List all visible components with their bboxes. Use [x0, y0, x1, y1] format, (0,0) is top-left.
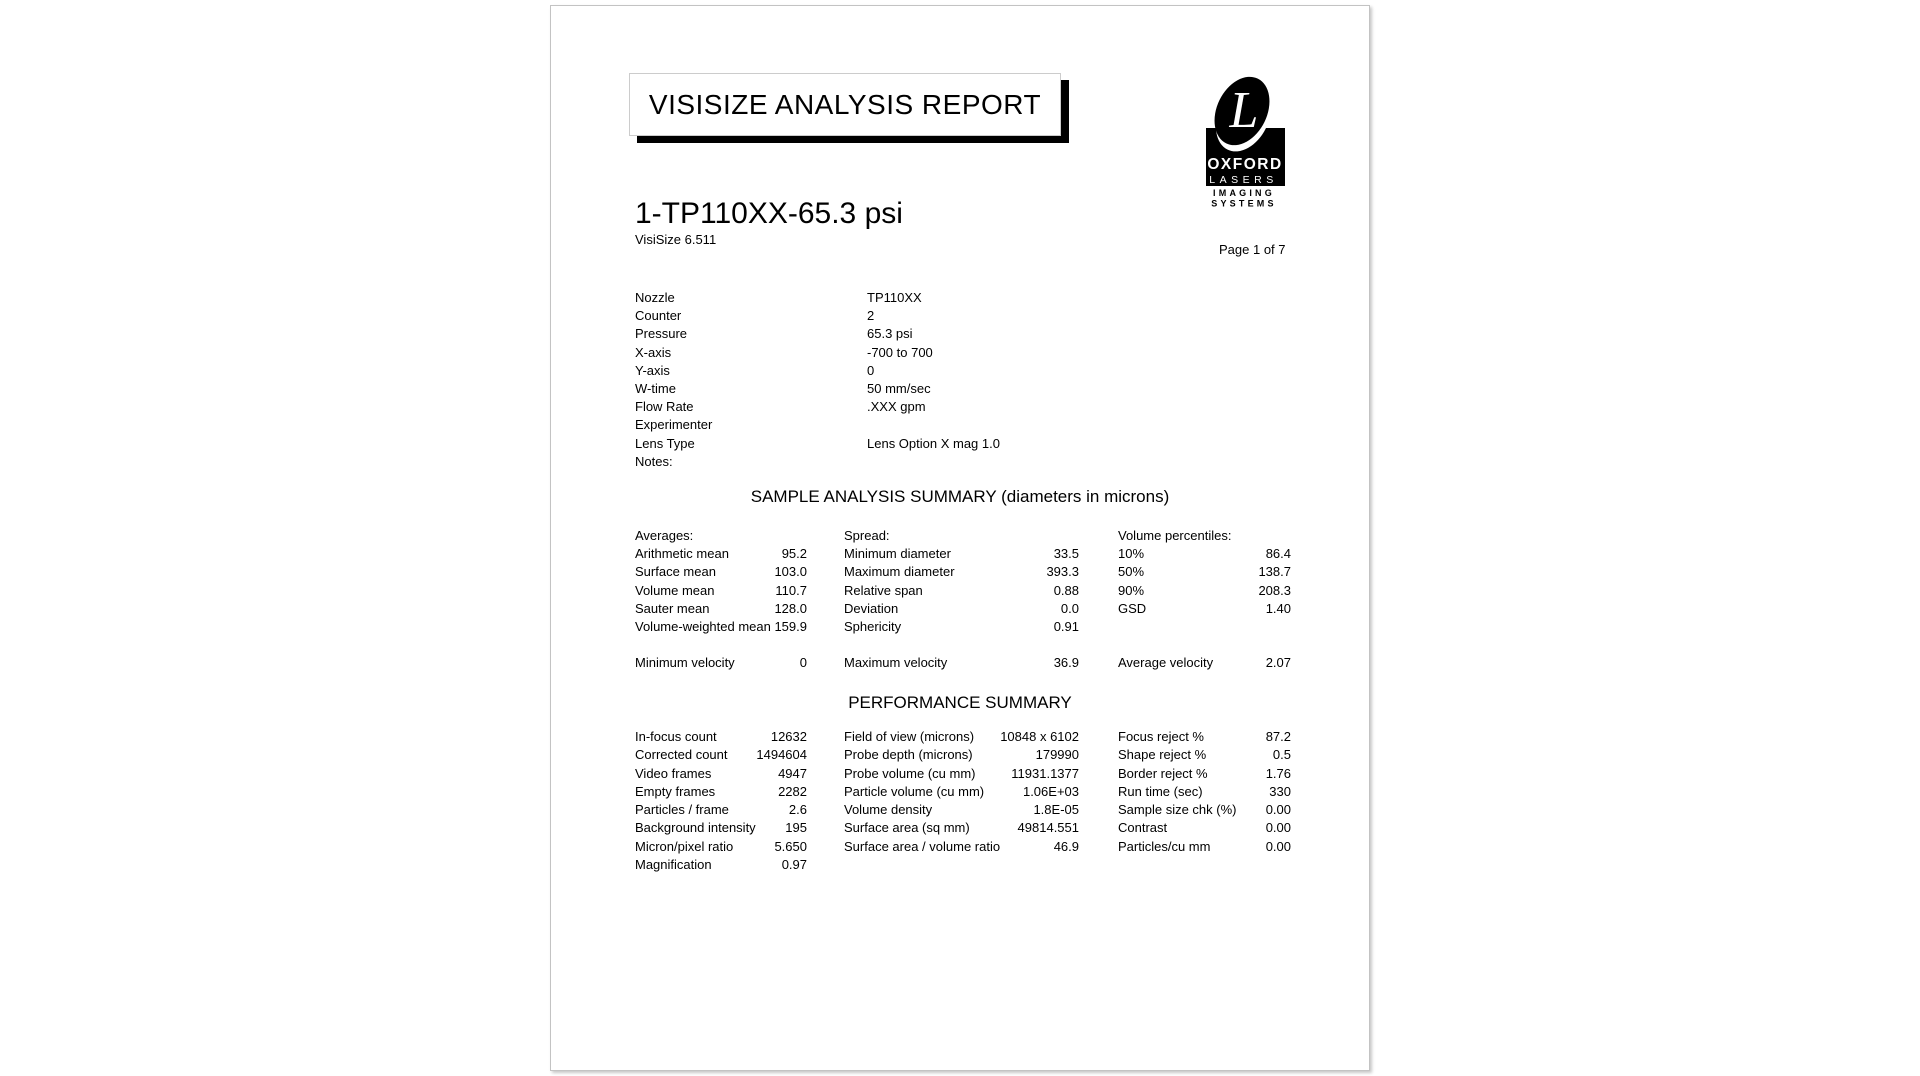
parameter-value: 2: [867, 308, 875, 324]
parameter-value: 0: [867, 362, 875, 378]
stat-row: [635, 545, 807, 563]
stat-label: Shape reject %: [1118, 747, 1207, 763]
stat-row: [844, 783, 1079, 801]
stat-label: Particles/cu mm: [1118, 838, 1211, 854]
stat-value: 10848 x 6102: [1000, 729, 1079, 744]
parameter-value: 65.3 psi: [867, 326, 913, 342]
stat-label: Minimum velocity: [635, 655, 735, 671]
parameter-label: X-axis: [635, 344, 672, 360]
averages-column: [635, 527, 807, 672]
stat-value: 393.3: [1046, 564, 1079, 580]
parameter-label: Nozzle: [635, 290, 675, 305]
stat-label: Volume-weighted mean: [635, 618, 771, 634]
stat-value: 1494604: [756, 747, 807, 763]
parameter-row: [635, 325, 1055, 343]
stat-label: Sphericity: [844, 618, 902, 634]
parameter-row: [635, 380, 1055, 398]
logo-brand-line4: SYSTEMS: [1211, 198, 1277, 209]
stat-label: Contrast: [1118, 820, 1168, 836]
parameter-label: Y-axis: [635, 362, 670, 378]
sample-summary-heading: SAMPLE ANALYSIS SUMMARY (diameters in microns): [750, 487, 1170, 506]
stat-row: [635, 582, 807, 600]
stat-row: [1118, 746, 1291, 764]
stat-row: [635, 856, 807, 874]
stat-label: Surface area / volume ratio: [844, 838, 1001, 854]
stat-row: [1118, 600, 1291, 618]
stat-label: Border reject %: [1118, 765, 1208, 781]
stat-value: 95.2: [781, 546, 807, 562]
performance-counts-column: [635, 728, 807, 874]
stat-label: Surface area (sq mm): [844, 820, 970, 836]
stat-value: 208.3: [1258, 582, 1291, 598]
stat-value: 0.0: [1060, 600, 1079, 616]
stat-label: 90%: [1118, 582, 1145, 598]
spacer: [635, 636, 807, 654]
parameter-value: TP110XX: [867, 290, 922, 305]
performance-volumes-column: [844, 728, 1079, 856]
stat-label: Magnification: [635, 857, 712, 873]
parameter-value: 50 mm/sec: [867, 380, 931, 396]
stat-value: 103.0: [774, 564, 807, 580]
stat-label: Volume density: [844, 802, 933, 818]
parameter-value: Lens Option X mag 1.0: [867, 435, 1000, 451]
stat-row: [844, 654, 1079, 672]
stat-row: [844, 838, 1079, 856]
logo-brand-line3: IMAGING: [1213, 188, 1275, 198]
logo-brand-line1: OXFORD: [1207, 156, 1283, 173]
column-header-row: [635, 527, 807, 545]
stat-row: [844, 746, 1079, 764]
performance-rejects-column: [1118, 728, 1291, 856]
parameter-row: [635, 398, 1055, 416]
stat-value: 1.40: [1265, 600, 1291, 616]
parameter-row: [635, 416, 1055, 434]
performance-summary-heading: PERFORMANCE SUMMARY: [848, 693, 1072, 712]
volume-percentiles-column: [1118, 527, 1291, 672]
stat-label: Corrected count: [635, 747, 728, 763]
stat-value: 128.0: [774, 600, 807, 616]
stat-value: 0: [799, 655, 807, 671]
stat-label: Maximum velocity: [844, 655, 948, 671]
stat-label: GSD: [1118, 600, 1147, 616]
stat-row: [1118, 783, 1291, 801]
stat-label: Empty frames: [635, 783, 716, 799]
column-header-row: [844, 527, 1079, 545]
stat-row: [844, 801, 1079, 819]
stat-value: 5.650: [774, 838, 807, 854]
stat-label: Micron/pixel ratio: [635, 838, 734, 854]
report-title: VISISIZE ANALYSIS REPORT: [648, 89, 1042, 120]
stat-row: [635, 563, 807, 581]
stat-row: [844, 545, 1079, 563]
report-page: [550, 5, 1370, 1071]
stat-row: [844, 728, 1079, 746]
stat-value: 87.2: [1265, 729, 1291, 744]
parameter-label: Pressure: [635, 326, 688, 342]
spread-column: [844, 527, 1079, 672]
stat-value: 33.5: [1053, 546, 1079, 562]
stat-value: 46.9: [1053, 838, 1079, 854]
stat-row: [1118, 545, 1291, 563]
stat-label: Probe volume (cu mm): [844, 765, 976, 781]
stat-value: 179990: [1035, 747, 1079, 763]
stat-label: Background intensity: [635, 820, 756, 836]
stat-value: 11931.1377: [1011, 765, 1079, 781]
stat-value: 0.91: [1053, 618, 1079, 634]
stat-row: [635, 618, 807, 636]
stat-value: 195: [785, 820, 807, 836]
spacer: [1118, 618, 1291, 654]
stat-label: Maximum diameter: [844, 564, 955, 580]
sample-title: 1-TP110XX-65.3 psi: [635, 197, 903, 230]
parameter-value: -700 to 700: [867, 344, 933, 360]
parameter-label: W-time: [635, 380, 676, 396]
stat-row: [1118, 801, 1291, 819]
stat-label: Field of view (microns): [844, 729, 975, 744]
parameter-label: Counter: [635, 308, 682, 324]
stat-value: 0.5: [1272, 747, 1291, 763]
parameter-label: Notes:: [635, 453, 673, 469]
stat-label: Relative span: [844, 582, 923, 598]
parameter-list: [635, 289, 1055, 471]
logo-monogram: L: [1229, 82, 1259, 139]
parameter-row: [635, 344, 1055, 362]
stat-value: 86.4: [1265, 546, 1291, 562]
column-header: Spread:: [844, 528, 890, 543]
stat-label: Arithmetic mean: [635, 546, 729, 562]
parameter-row: [635, 289, 1055, 307]
stat-value: 0.97: [781, 857, 807, 873]
parameter-row: [635, 362, 1055, 380]
stat-label: 50%: [1118, 564, 1145, 580]
stat-label: Sample size chk (%): [1118, 802, 1237, 818]
spacer: [844, 636, 1079, 654]
stat-value: 1.8E-05: [1033, 802, 1079, 818]
software-version: VisiSize 6.511: [635, 232, 717, 247]
stat-row: [635, 746, 807, 764]
stat-row: [844, 819, 1079, 837]
page-indicator: Page 1 of 7: [1219, 242, 1286, 257]
parameter-row: [635, 307, 1055, 325]
stat-row: [635, 783, 807, 801]
parameter-value: .XXX gpm: [867, 399, 926, 415]
column-header: Volume percentiles:: [1118, 528, 1232, 543]
stat-row: [844, 618, 1079, 636]
logo-brand-line2: LASERS: [1209, 174, 1278, 186]
stat-value: 159.9: [774, 618, 807, 634]
stat-label: Particles / frame: [635, 802, 729, 818]
stat-label: 10%: [1118, 546, 1145, 562]
stat-row: [1118, 654, 1291, 672]
stat-value: 2.6: [788, 802, 807, 818]
stat-row: [1118, 838, 1291, 856]
stat-label: Probe depth (microns): [844, 747, 973, 763]
stat-value: 330: [1269, 783, 1291, 799]
stat-value: 49814.551: [1017, 820, 1079, 836]
parameter-label: Lens Type: [635, 435, 695, 451]
stat-value: 36.9: [1053, 655, 1079, 671]
stat-value: 4947: [778, 765, 807, 781]
stat-row: [844, 765, 1079, 783]
stat-label: Run time (sec): [1118, 783, 1203, 799]
stat-value: 0.88: [1053, 582, 1079, 598]
stat-row: [635, 765, 807, 783]
stat-row: [635, 838, 807, 856]
oxford-lasers-logo: [1206, 73, 1285, 209]
stat-row: [635, 728, 807, 746]
stat-value: 1.76: [1265, 765, 1291, 781]
parameter-label: Experimenter: [635, 417, 713, 433]
stat-label: Sauter mean: [635, 600, 710, 616]
stat-value: 2.07: [1265, 654, 1291, 670]
stat-label: Deviation: [844, 600, 899, 616]
stat-value: 0.00: [1265, 820, 1291, 836]
stat-row: [1118, 728, 1291, 746]
stat-value: 110.7: [775, 582, 807, 598]
column-header: Averages:: [635, 528, 694, 543]
stat-label: Particle volume (cu mm): [844, 783, 985, 799]
stat-row: [1118, 765, 1291, 783]
stat-row: [1118, 563, 1291, 581]
stat-label: Average velocity: [1118, 654, 1214, 670]
stat-row: [1118, 582, 1291, 600]
stat-value: 12632: [770, 729, 807, 744]
stat-label: In-focus count: [635, 729, 717, 744]
stat-value: 138.7: [1258, 564, 1291, 580]
stat-row: [635, 801, 807, 819]
stat-value: 0.00: [1265, 802, 1291, 818]
stat-label: Minimum diameter: [844, 546, 951, 562]
parameter-row: [635, 453, 1055, 471]
stat-row: [1118, 819, 1291, 837]
report-title-box: [629, 73, 1061, 136]
stat-row: [635, 819, 807, 837]
stat-value: 0.00: [1265, 838, 1291, 854]
stat-label: Video frames: [635, 765, 712, 781]
stat-value: 2282: [778, 783, 807, 799]
stat-label: Focus reject %: [1118, 729, 1204, 744]
stat-label: Volume mean: [635, 582, 715, 598]
parameter-row: [635, 435, 1055, 453]
stat-value: 1.06E+03: [1022, 783, 1079, 799]
stat-row: [844, 600, 1079, 618]
stat-label: Surface mean: [635, 564, 716, 580]
stat-row: [635, 654, 807, 672]
parameter-label: Flow Rate: [635, 399, 694, 415]
oxford-lasers-emblem-icon: [1206, 73, 1285, 209]
stat-row: [844, 582, 1079, 600]
stat-row: [844, 563, 1079, 581]
column-header-row: [1118, 527, 1291, 545]
stat-row: [635, 600, 807, 618]
